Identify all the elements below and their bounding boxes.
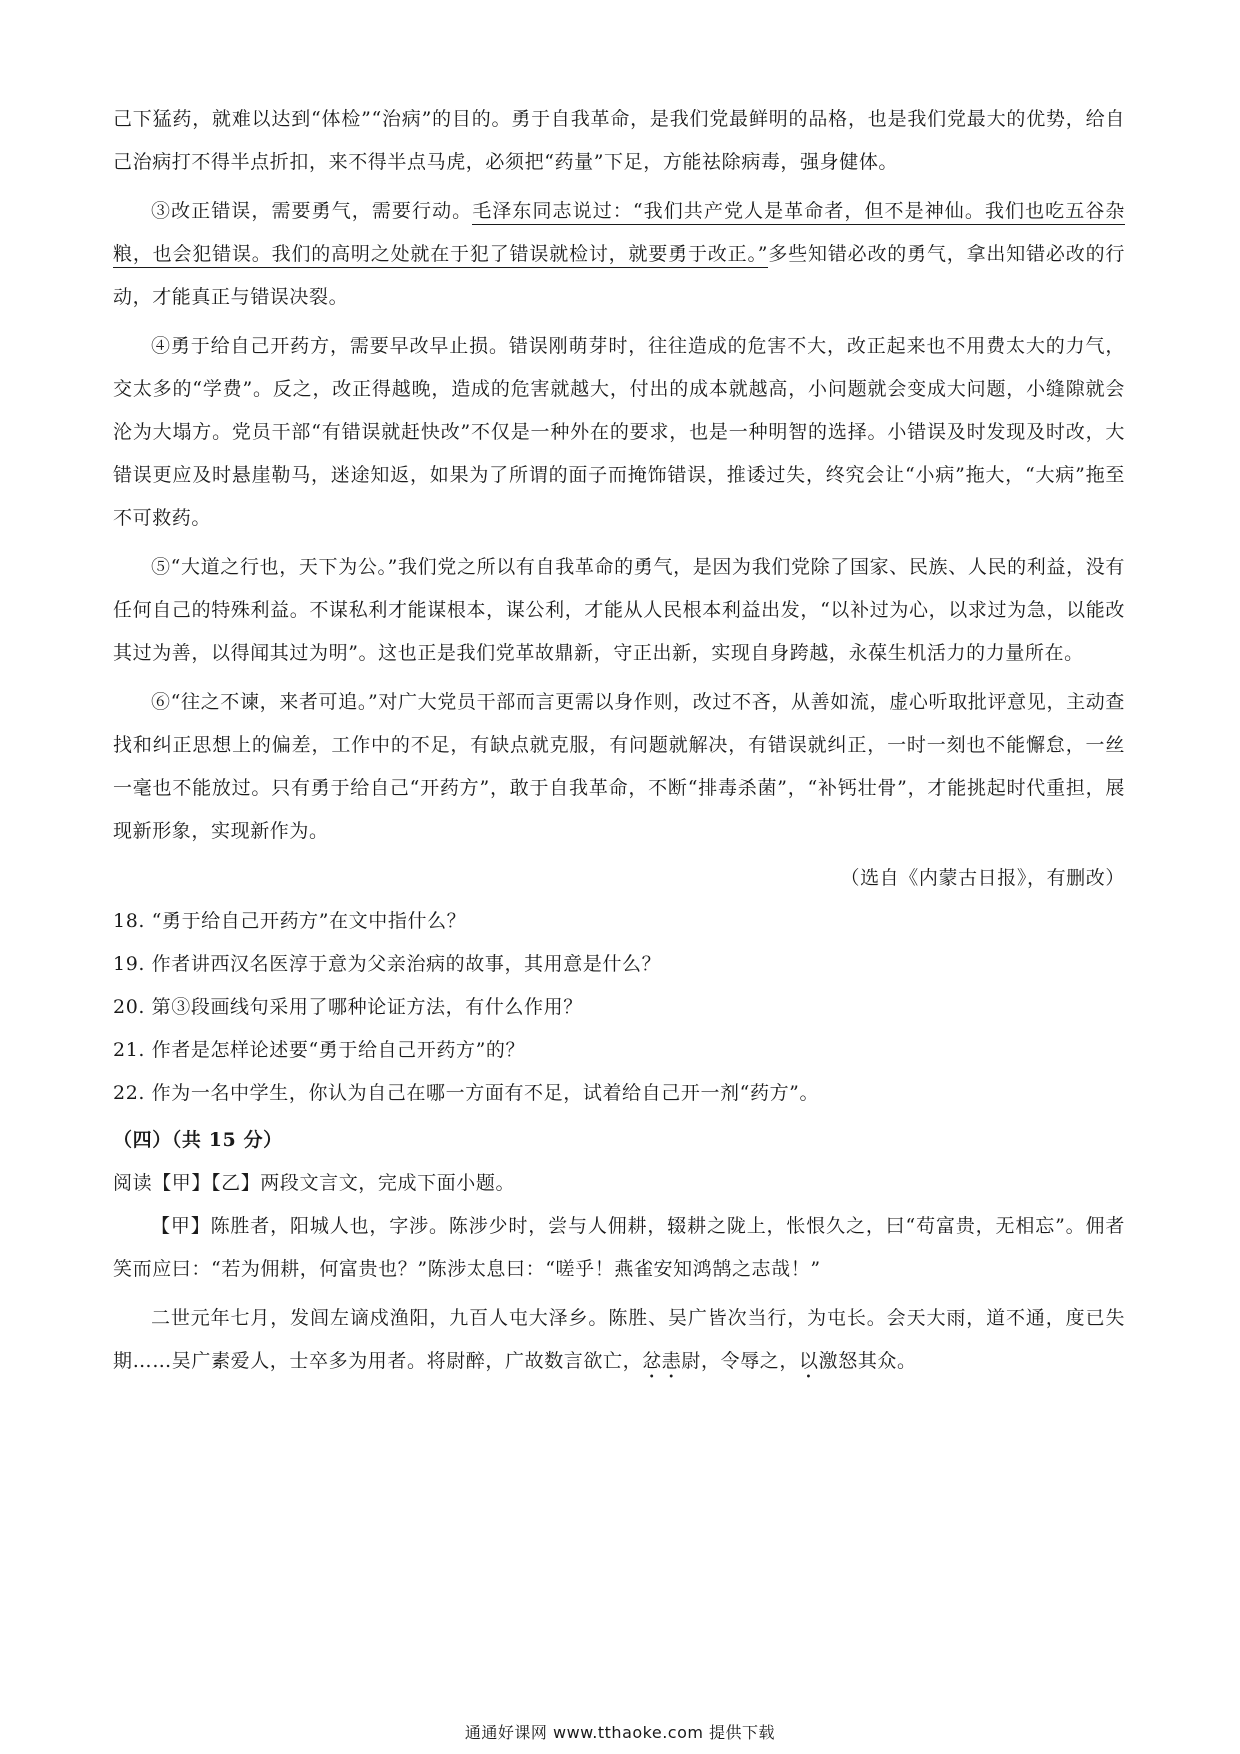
paragraph-5: ⑤“大道之行也，天下为公。”我们党之所以有自我革命的勇气，是因为我们党除了国家、民族、人民的利益，没有任何自己的特殊利益。不谋私利才能谋根本，谋公利，才能从人民根本利益出发，“以补过为心，以求过为急，以能改其过为善，以得闻其过为明”。这也正是我们党革故鼎新，守正出新，实现自身跨越，永葆生机活力的力量所在。: [113, 556, 1125, 664]
source-citation: （选自《内蒙古日报》，有删改）: [840, 867, 1125, 889]
classical-text-jia-2-part-c: 激怒其众。: [818, 1350, 917, 1372]
question-20: 20. 第③段画线句采用了哪种论证方法，有什么作用？: [113, 996, 583, 1018]
emphasized-word-fenhui: 忿恚: [642, 1350, 682, 1372]
paragraph-3-tail: 多些知错必改的勇气，拿出知错必改的行动，才能真正与错误决裂。: [113, 243, 1125, 308]
page-content: [113, 98, 1125, 1383]
classical-text-jia-2-part-b: 尉，令辱之，: [681, 1350, 800, 1372]
paragraph-6: ⑥“往之不谏，来者可追。”对广大党员干部而言更需以身作则，改过不吝，从善如流，虚心听取批评意见，主动查找和纠正思想上的偏差，工作中的不足，有缺点就克服，有问题就解决，有错误就纠正，一时一刻也不能懈怠，一丝一毫也不能放过。只有勇于给自己“开药方”，敢于自我革命，不断“排毒杀菌”，“补钙壮骨”，才能挑起时代重担，展现新形象，实现新作为。: [113, 691, 1125, 842]
section-4-instruction: 阅读【甲】【乙】两段文言文，完成下面小题。: [113, 1172, 516, 1194]
question-21: 21. 作者是怎样论述要“勇于给自己开药方”的？: [113, 1039, 526, 1061]
classical-text-jia-2: [113, 1297, 1125, 1383]
paragraph-4: ④勇于给自己开药方，需要早改早止损。错误刚萌芽时，往往造成的危害不大，改正起来也不用费太大的力气，交太多的“学费”。反之，改正得越晚，造成的危害就越大，付出的成本就越高，小问题就会变成大问题，小缝隙就会沦为大塌方。党员干部“有错误就赶快改”不仅是一种外在的要求，也是一种明智的选择。小错误及时发现及时改，大错误更应及时悬崖勒马，迷途知返，如果为了所谓的面子而掩饰错误，推诿过失，终究会让“小病”拖大，“大病”拖至不可救药。: [113, 335, 1125, 529]
classical-text-jia-2-part-a: 二世元年七月，发闾左谪戍渔阳，九百人屯大泽乡。陈胜、吴广皆次当行，为屯长。会天大雨，道不通，度已失期……吴广素爱人，士卒多为用者。将尉醉，广故数言欲亡，: [113, 1307, 1125, 1372]
section-4-title: （四）（共 15 分）: [113, 1129, 283, 1151]
page-footer: 通通好课网 www.tthaoke.com 提供下载: [464, 1723, 776, 1742]
question-list: [113, 900, 1125, 1115]
question-18: 18. “勇于给自己开药方”在文中指什么？: [113, 910, 467, 932]
paragraph-3: [113, 190, 1125, 319]
paragraph-3-lead: ③改正错误，需要勇气，需要行动。: [151, 200, 473, 222]
paragraph-continued: 己下猛药，就难以达到“体检”“治病”的目的。勇于自我革命，是我们党最鲜明的品格，也是我们党最大的优势，给自己治病打不得半点折扣，来不得半点马虎，必须把“药量”下足，方能祛除病毒，强身健体。: [113, 108, 1125, 173]
classical-text-jia-1: 【甲】陈胜者，阳城人也，字涉。陈涉少时，尝与人佣耕，辍耕之陇上，怅恨久之，曰“苟富贵，无相忘”。佣者笑而应曰：“若为佣耕，何富贵也？”陈涉太息曰：“嗟乎！燕雀安知鸿鹄之志哉！”: [113, 1215, 1125, 1280]
question-19: 19. 作者讲西汉名医淳于意为父亲治病的故事，其用意是什么？: [113, 953, 662, 975]
question-22: 22. 作为一名中学生，你认为自己在哪一方面有不足，试着给自己开一剂“药方”。: [113, 1082, 820, 1104]
emphasized-word-yi: 以: [799, 1350, 819, 1372]
paragraph-3-underlined-quote: 毛泽东同志说过：“我们共产党人是革命者，但不是神仙。我们也吃五谷杂粮，也会犯错误。我们的高明之处就在于犯了错误就检讨，就要勇于改正。”: [113, 200, 1125, 268]
